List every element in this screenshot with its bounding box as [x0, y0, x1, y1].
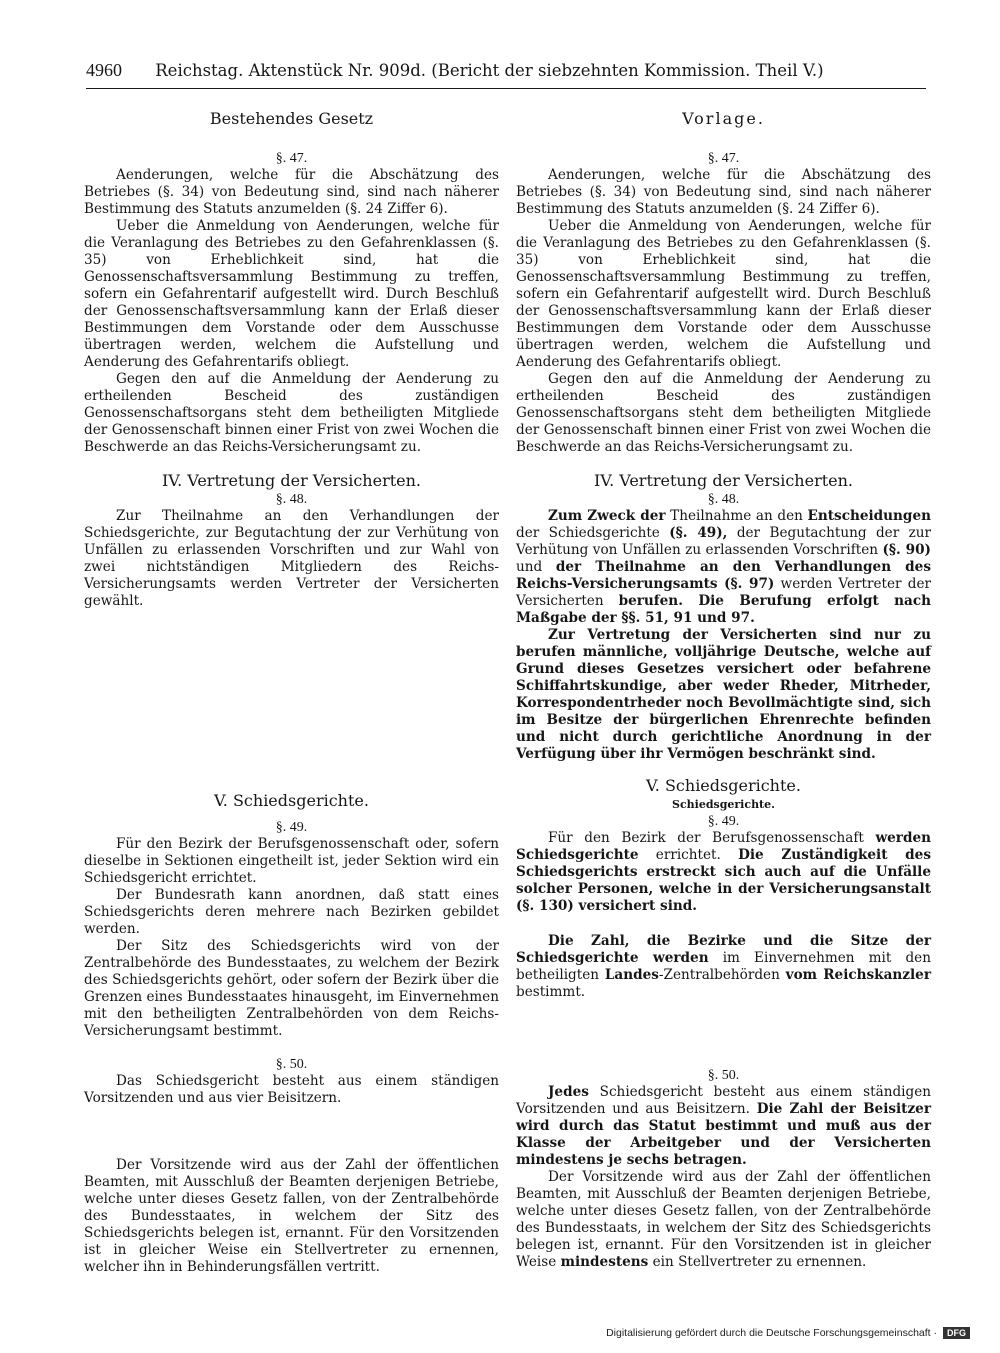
- left-section-49-para-2: Der Bundesrath kann anordnen, daß statt eines Schiedsgerichts deren mehrere nach Bezirken gebildet werden.: [84, 887, 499, 937]
- original-text: errichtet.: [638, 847, 739, 863]
- amended-text: mindestens: [560, 1254, 649, 1270]
- right-section-49-para-2: [516, 933, 931, 1001]
- amended-text: berufen. Die Berufung erfolgt nach Maßgabe der §§. 51, 91 und 97.: [516, 593, 931, 626]
- page-header: [86, 60, 926, 81]
- right-section-48-title: §. 48.: [707, 492, 740, 507]
- left-section-49-title: §. 49.: [275, 820, 308, 835]
- amended-text: Entscheidungen: [807, 508, 931, 524]
- left-column-heading: Bestehendes Gesetz: [209, 109, 374, 128]
- amended-text: Die Zuständigkeit des Schiedsgerichts erstreckt sich auch auf die Unfälle solcher Personen, welche in der Versicherungsanstalt (§. 130) versichert sind.: [516, 847, 931, 914]
- running-title: Reichstag. Aktenstück Nr. 909d. (Bericht der siebzehnten Kommission. Theil V.): [155, 61, 824, 80]
- header-rule: [86, 88, 926, 89]
- left-section-48-title: §. 48.: [275, 492, 308, 507]
- left-chapter-4-heading: IV. Vertretung der Versicherten.: [161, 471, 421, 490]
- left-section-47-para-1: Aenderungen, welche für die Abschätzung des Betriebes (§. 34) von Bedeutung sind, sind nach näherer Bestimmung des Statuts anzumelden (§. 24 Ziffer 6).: [84, 167, 499, 217]
- original-text: der Schiedsgerichte: [516, 525, 670, 541]
- right-section-47-title: §. 47.: [707, 151, 740, 166]
- right-section-47-para-3: Gegen den auf die Anmeldung der Aenderung zu ertheilenden Bescheid des zuständigen Genossenschaftsorgans steht dem betheiligten Mitgliede der Genossenschaft binnen einer Frist von zwei Wochen die Beschwerde an das Reichs-Versicherungsamt zu.: [516, 371, 931, 455]
- left-section-50-para-1: Das Schiedsgericht besteht aus einem ständigen Vorsitzenden und aus vier Beisitzern.: [84, 1073, 499, 1106]
- amended-text: (§. 90): [882, 542, 931, 558]
- right-section-47-para-1: Aenderungen, welche für die Abschätzung des Betriebes (§. 34) von Bedeutung sind, sind nach näherer Bestimmung des Statuts anzumelden (§. 24 Ziffer 6).: [516, 167, 931, 217]
- left-chapter-5-heading: V. Schiedsgerichte.: [214, 791, 369, 810]
- left-section-47-para-2: Ueber die Anmeldung von Aenderungen, welche für die Veranlagung des Betriebes zu den Gefahrenklassen (§. 35) von Erheblichkeit sind, hat die Genossenschaftsversammlung Bestimmung zu treffen, sofern ein Gefahrentarif aufgestellt wird. Durch Beschluß der Genossenschaftsversammlung kann der Erlaß dieser Bestimmungen dem Vorstande oder dem Ausschusse übertragen werden, welchem die Aufstellung und Aenderung des Gefahrentarifs obliegt.: [84, 218, 499, 370]
- right-chapter-4-heading: IV. Vertretung der Versicherten.: [593, 471, 853, 490]
- right-section-48-para-1: [516, 508, 931, 627]
- amended-text: werden Schiedsgerichte: [516, 830, 931, 863]
- left-section-47-title: §. 47.: [275, 151, 308, 166]
- right-chapter-5-heading: V. Schiedsgerichte.: [646, 776, 801, 795]
- left-column: [84, 102, 499, 1276]
- left-section-47-para-3: Gegen den auf die Anmeldung der Aenderung zu ertheilenden Bescheid des zuständigen Genossenschaftsorgans steht dem betheiligten Mitgliede der Genossenschaft binnen einer Frist von zwei Wochen die Beschwerde an das Reichs-Versicherungsamt zu.: [84, 371, 499, 455]
- digitization-credit: [606, 1327, 970, 1339]
- original-text: Für den Bezirk der Berufsgenossenschaft: [548, 830, 876, 846]
- original-text: und: [516, 559, 556, 575]
- original-text: ein Stellvertreter zu ernennen.: [648, 1254, 867, 1270]
- original-text: werden Vertreter der Versicherten: [516, 576, 931, 609]
- amended-text: der Theilnahme an den Verhandlungen des Reichs-Versicherungsamts (§. 97): [516, 559, 931, 592]
- amended-text: (§. 49),: [669, 525, 728, 541]
- right-chapter-5-subheading: Schiedsgerichte.: [672, 798, 775, 811]
- amended-text: Zur Vertretung der Versicherten sind nur zu berufen männliche, volljährige Deutsche, welche auf Grund dieses Gesetzes versichert oder befahrene Schiffahrtskundige, aber weder Rheder, Mitrheder, Korrespondentrheder noch Bevollmächtigte sind, sich im Besitze der bürgerlichen Ehrenrechte befinden und nicht durch gerichtliche Anordnung in der Verfügung über ihr Vermögen beschränkt sind.: [516, 627, 931, 762]
- right-section-47-para-2: Ueber die Anmeldung von Aenderungen, welche für die Veranlagung des Betriebes zu den Gefahrenklassen (§. 35) von Erheblichkeit sind, hat die Genossenschaftsversammlung Bestimmung zu treffen, sofern ein Gefahrentarif aufgestellt wird. Durch Beschluß der Genossenschaftsversammlung kann der Erlaß dieser Bestimmungen dem Vorstande oder dem Ausschusse übertragen werden, welchem die Aufstellung und Aenderung des Gefahrentarifs obliegt.: [516, 218, 931, 370]
- right-section-50-para-1: [516, 1084, 931, 1169]
- amended-text: Jedes: [548, 1084, 589, 1100]
- left-section-50-para-2: Der Vorsitzende wird aus der Zahl der öffentlichen Beamten, mit Ausschluß der Beamten derjenigen Betriebe, welche unter dieses Gesetz fallen, von der Zentralbehörde des Bundesstaates, in welchem der Sitz des Schiedsgerichts belegen ist, ernannt. Für den Vorsitzenden ist in gleicher Weise ein Stellvertreter zu ernennen, welcher ihn in Behinderungsfällen vertritt.: [84, 1157, 499, 1275]
- original-text: Der Vorsitzende wird aus der Zahl der öffentlichen Beamten, mit Ausschluß der Beamten derjenigen Betriebe, welche unter dieses Gesetz fallen, von der Zentralbehörde des Bundesstaats, in welchem der Sitz des Schiedsgerichts belegen ist, ernannt. Für den Vorsitzenden ist in gleicher Weise: [516, 1169, 931, 1270]
- page-number: 4960: [86, 60, 122, 80]
- amended-text: Die Zahl, die Bezirke und die Sitze der Schiedsgerichte werden: [516, 933, 931, 966]
- right-section-50-title: §. 50.: [707, 1068, 740, 1083]
- left-section-49-para-1: Für den Bezirk der Berufsgenossenschaft oder, sofern dieselbe in Sektionen eingetheilt ist, jeder Sektion wird ein Schiedsgericht errichtet.: [84, 836, 499, 886]
- amended-text: Landes: [604, 967, 659, 983]
- right-section-48-para-2: [516, 627, 931, 763]
- original-text: Schiedsgericht besteht aus einem ständigen Vorsitzenden und aus Beisitzern.: [516, 1084, 931, 1117]
- left-section-48-para-1: Zur Theilnahme an den Verhandlungen der Schiedsgerichte, zur Begutachtung der zur Verhütung von Unfällen zu erlassenden Vorschriften und zur Wahl von zwei nichtständigen Mitgliedern des Reichs-Versicherungsamts werden Vertreter der Versicherten gewählt.: [84, 508, 499, 609]
- original-text: der Begutachtung der zur Verhütung von Unfällen zu erlassenden Vorschriften: [516, 525, 931, 558]
- original-text: -Zentralbehörden: [658, 967, 786, 983]
- left-section-50-title: §. 50.: [275, 1057, 308, 1072]
- left-section-49-para-3: Der Sitz des Schiedsgerichts wird von der Zentralbehörde des Bundesstaates, zu welchem der Bezirk des Schiedsgerichts gehört, oder sofern der Bezirk über die Grenzen eines Bundesstaates hinausgeht, im Einvernehmen mit den betheiligten Zentralbehörden von dem Reichs-Versicherungsamt bestimmt.: [84, 938, 499, 1039]
- right-section-50-para-2: [516, 1169, 931, 1271]
- amended-text: vom Reichskanzler: [785, 967, 931, 983]
- right-section-49-para-1: [516, 830, 931, 915]
- amended-text: Die Zahl der Beisitzer wird durch das Statut bestimmt und muß aus der Klasse der Arbeitgeber und der Versicherten mindestens je sechs betragen.: [516, 1101, 931, 1168]
- dfg-logo-icon: DFG: [943, 1327, 970, 1339]
- right-column: [516, 102, 931, 1271]
- credit-text: Digitalisierung gefördert durch die Deutsche Forschungsgemeinschaft ·: [606, 1327, 937, 1339]
- right-column-heading: Vorlage.: [682, 109, 765, 128]
- right-section-49-title: §. 49.: [707, 814, 740, 829]
- original-text: Theilnahme an den: [665, 508, 808, 524]
- original-text: im Einvernehmen mit den betheiligten: [516, 950, 931, 983]
- original-text: bestimmt.: [516, 984, 586, 1000]
- amended-text: Zum Zweck der: [548, 508, 666, 524]
